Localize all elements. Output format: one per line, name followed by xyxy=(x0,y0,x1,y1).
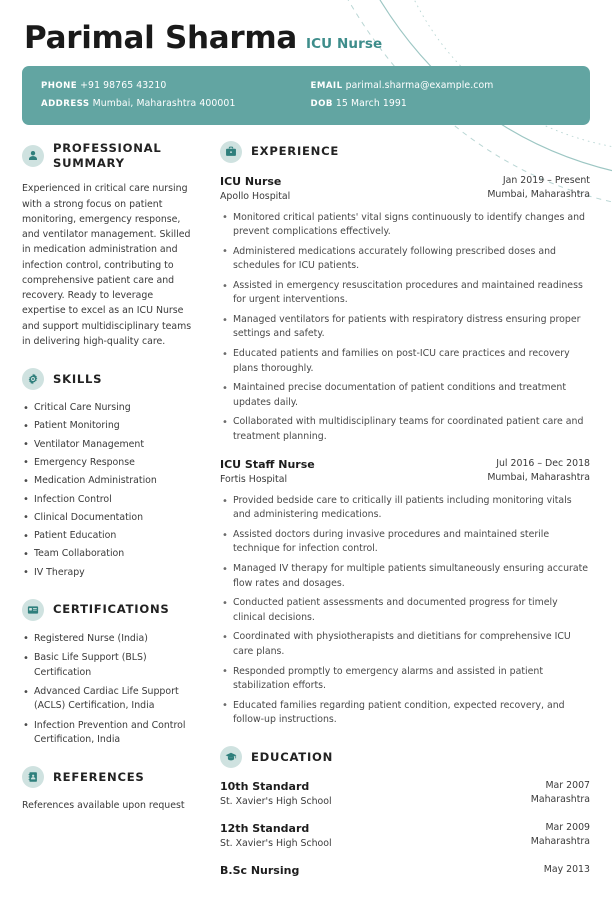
entry-degree: B.Sc Nursing xyxy=(220,864,300,878)
list-item: • Monitored critical patients' vital signs continuously to identify changes and prevent complications effectively. xyxy=(220,211,590,240)
list-item: • Managed ventilators for patients with respiratory distress ensuring proper settings and safety. xyxy=(220,313,590,342)
list-item: • Emergency Response xyxy=(22,456,198,470)
list-item: • IV Therapy xyxy=(22,566,198,580)
entry-left xyxy=(220,457,315,487)
entry-header xyxy=(220,863,590,879)
experience-entry xyxy=(220,457,590,727)
list-item: • Provided bedside care to critically ill patients including monitoring vitals and administering medications. xyxy=(220,494,590,523)
entry-left xyxy=(220,863,299,879)
list-item: • Critical Care Nursing xyxy=(22,401,198,415)
entry-right xyxy=(531,779,590,807)
section-experience xyxy=(220,141,590,727)
entry-location: Mumbai, Maharashtra xyxy=(487,472,590,484)
section-title: EXPERIENCE xyxy=(251,144,340,159)
section-title: PROFESSIONAL SUMMARY xyxy=(53,140,162,170)
section-education xyxy=(220,746,590,879)
resume-header xyxy=(0,0,612,125)
entry-date: Mar 2007 xyxy=(545,780,590,792)
section-heading xyxy=(22,766,198,788)
entry-school: St. Xavier's High School xyxy=(220,796,332,808)
section-certifications xyxy=(22,599,198,747)
list-item: • Infection Control xyxy=(22,493,198,507)
section-title: CERTIFICATIONS xyxy=(53,602,170,617)
sidebar-column xyxy=(22,141,210,833)
list-item: • Ventilator Management xyxy=(22,438,198,452)
section-title: SKILLS xyxy=(53,371,103,386)
contact-phone-row xyxy=(41,77,302,95)
section-heading xyxy=(220,746,590,768)
entry-date: Jan 2019 – Present xyxy=(502,174,590,186)
phone-value: +91 98765 43210 xyxy=(80,79,167,91)
list-item: • Assisted in emergency resuscitation procedures and maintained readiness for urgent interventions. xyxy=(220,279,590,308)
list-item: • Responded promptly to emergency alarms and assisted in patient stabilization efforts. xyxy=(220,665,590,694)
section-heading xyxy=(22,599,198,621)
dob-value: 15 March 1991 xyxy=(335,97,407,109)
entry-degree: 10th Standard xyxy=(220,780,310,794)
address-value: Mumbai, Maharashtra 400001 xyxy=(92,97,236,109)
entry-left xyxy=(220,821,332,851)
list-item: • Patient Education xyxy=(22,529,198,543)
section-heading xyxy=(22,368,198,390)
list-item: • Assisted doctors during invasive procedures and maintained sterile technique for infection control. xyxy=(220,528,590,557)
person-icon xyxy=(22,145,44,167)
list-item: • Maintained precise documentation of patient conditions and treatment updates daily. xyxy=(220,381,590,410)
list-item: • Conducted patient assessments and documented progress for timely clinical decisions. xyxy=(220,596,590,625)
list-item: • Administered medications accurately following prescribed doses and schedules for ICU patients. xyxy=(220,245,590,274)
entry-right xyxy=(544,863,590,877)
graduation-cap-icon xyxy=(220,746,242,768)
entry-role: ICU Staff Nurse xyxy=(220,458,315,471)
list-item: • Educated patients and families on post-ICU care practices and recovery plans thoroughly. xyxy=(220,347,590,376)
entry-header xyxy=(220,779,590,809)
entry-bullets xyxy=(220,494,590,727)
entry-location: Maharashtra xyxy=(530,794,590,806)
contact-address-row xyxy=(41,95,302,113)
list-item: • Educated families regarding patient condition, expected recovery, and follow-up instructions. xyxy=(220,699,590,728)
entry-header xyxy=(220,821,590,851)
contact-bar xyxy=(22,66,590,125)
id-card-icon xyxy=(22,599,44,621)
email-value: parimal.sharma@example.com xyxy=(345,79,494,91)
section-references xyxy=(22,766,198,814)
page-title: Parimal Sharma xyxy=(24,20,297,56)
contact-column-left xyxy=(41,77,302,113)
list-item: • Infection Prevention and Control Certification, India xyxy=(22,719,198,747)
gear-icon xyxy=(22,368,44,390)
entry-bullets xyxy=(220,211,590,444)
education-entry xyxy=(220,863,590,879)
phone-label: PHONE xyxy=(41,80,78,91)
skills-list xyxy=(22,401,198,580)
certifications-list xyxy=(22,632,198,747)
contact-book-icon xyxy=(22,766,44,788)
contact-email-row xyxy=(311,77,572,95)
main-column xyxy=(210,141,590,898)
list-item: • Collaborated with multidisciplinary teams for coordinated patient care and treatment planning. xyxy=(220,415,590,444)
section-title: EDUCATION xyxy=(251,749,334,764)
list-item: • Clinical Documentation xyxy=(22,511,198,525)
entry-location: Mumbai, Maharashtra xyxy=(487,188,590,200)
section-title: REFERENCES xyxy=(53,769,145,784)
entry-date: Jul 2016 – Dec 2018 xyxy=(496,458,590,469)
entry-right xyxy=(531,821,590,849)
entry-degree: 12th Standard xyxy=(220,822,310,836)
list-item: • Coordinated with physiotherapists and dietitians for comprehensive ICU care plans. xyxy=(220,630,590,659)
entry-organization: Fortis Hospital xyxy=(220,473,288,485)
job-title: ICU Nurse xyxy=(305,36,383,52)
section-professional-summary xyxy=(22,141,198,349)
dob-label: DOB xyxy=(310,98,333,109)
entry-school: St. Xavier's High School xyxy=(220,838,332,850)
entry-right xyxy=(487,457,590,485)
contact-dob-row xyxy=(311,95,572,113)
section-skills xyxy=(22,368,198,580)
list-item: • Patient Monitoring xyxy=(22,419,198,433)
entry-location: Maharashtra xyxy=(530,836,590,848)
summary-text: Experienced in critical care nursing with a strong focus on patient monitoring, emergency response, and ventilator management. Skilled in medication administration and infection control, contributing to comprehensive patient care and recovery. Ready to leverage expertise to excel as an ICU Nurse and support multidisciplinary teams in delivering high-quality care. xyxy=(22,183,192,347)
entry-right xyxy=(487,174,590,202)
entry-header xyxy=(220,174,590,204)
email-label: EMAIL xyxy=(310,80,343,91)
section-heading xyxy=(220,141,590,163)
address-label: ADDRESS xyxy=(41,98,90,109)
entry-date: May 2013 xyxy=(543,864,590,876)
list-item: • Registered Nurse (India) xyxy=(22,632,198,646)
entry-left xyxy=(220,174,290,204)
name-title-line xyxy=(22,22,590,55)
entry-header xyxy=(220,457,590,487)
list-item: • Basic Life Support (BLS) Certification xyxy=(22,651,198,679)
entry-organization: Apollo Hospital xyxy=(220,190,291,202)
contact-column-right xyxy=(302,77,572,113)
education-entry xyxy=(220,779,590,809)
section-heading xyxy=(22,141,198,171)
entry-date: Mar 2009 xyxy=(545,822,590,834)
resume-body xyxy=(0,125,612,898)
list-item: • Advanced Cardiac Life Support (ACLS) Certification, India xyxy=(22,685,198,713)
list-item: • Team Collaboration xyxy=(22,547,198,561)
entry-left xyxy=(220,779,332,809)
list-item: • Managed IV therapy for multiple patients simultaneously ensuring accurate flow rates and dosages. xyxy=(220,562,590,591)
education-entry xyxy=(220,821,590,851)
list-item: • Medication Administration xyxy=(22,474,198,488)
entry-role: ICU Nurse xyxy=(220,174,282,188)
experience-entry xyxy=(220,174,590,444)
references-text: References available upon request xyxy=(22,800,185,812)
briefcase-icon xyxy=(220,141,242,163)
